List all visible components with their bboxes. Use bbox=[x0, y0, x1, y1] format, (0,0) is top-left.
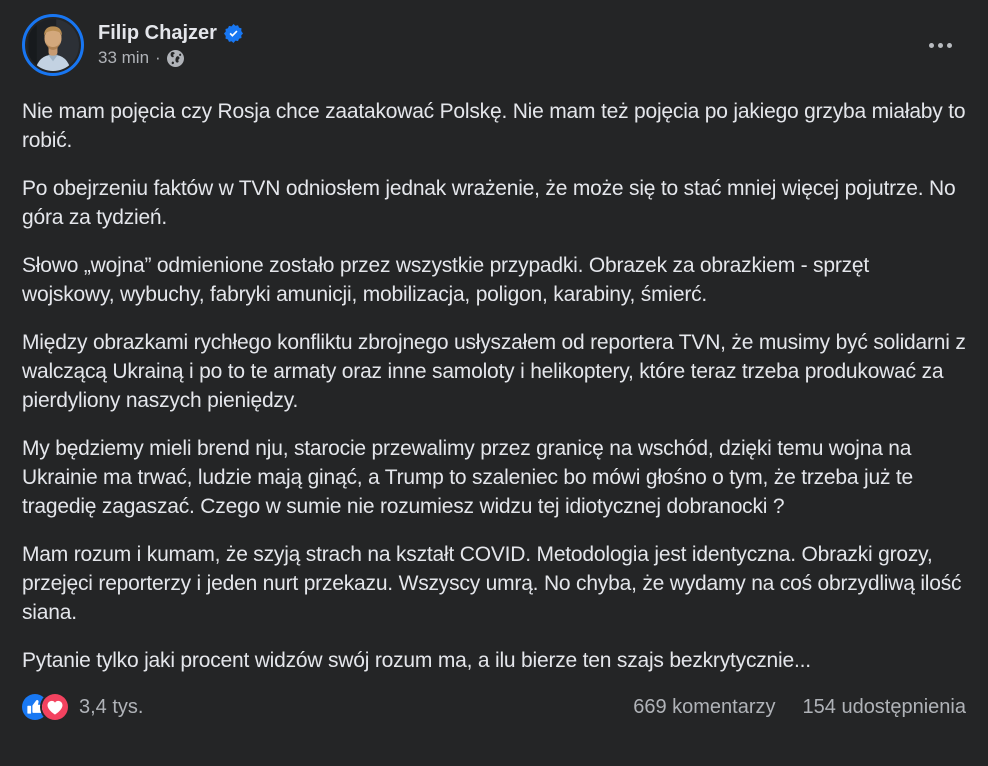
post-paragraph: Mam rozum i kumam, że szyją strach na kształt COVID. Metodologia jest identyczna. Obrazki grozy, przejęci reporterzy i jeden nurt przekazu. Wszyscy umrą. No chyba, że wydamy na coś obrzydliwą ilość siana. bbox=[22, 543, 962, 624]
avatar[interactable] bbox=[22, 14, 84, 76]
post-paragraph: Słowo „wojna” odmienione zostało przez wszystkie przypadki. Obrazek za obrazkiem - sprzęt wojskowy, wybuchy, fabryki amunicji, mobilizacja, poligon, karabiny, śmierć. bbox=[22, 254, 870, 306]
avatar-photo bbox=[27, 19, 79, 71]
post-header bbox=[22, 14, 966, 76]
post-paragraph: Między obrazkami rychłego konfliktu zbrojnego usłyszałem od reportera TVN, że musimy być solidarni z walczącą Ukrainą i po to te armaty oraz inne samoloty i helikoptery, które teraz trzeba produkować za pierdyliony naszych pieniędzy. bbox=[22, 331, 966, 412]
more-options-button[interactable] bbox=[921, 31, 960, 60]
reactions-summary[interactable] bbox=[22, 694, 143, 720]
ellipsis-dot bbox=[929, 43, 934, 48]
meta-separator: · bbox=[155, 48, 161, 68]
post-footer bbox=[22, 694, 966, 720]
reaction-count: 3,4 tys. bbox=[79, 695, 144, 718]
comments-count[interactable]: 669 komentarzy bbox=[633, 695, 776, 718]
globe-icon bbox=[167, 50, 184, 67]
author-name[interactable]: Filip Chajzer bbox=[98, 22, 217, 45]
ellipsis-dot bbox=[938, 43, 943, 48]
header-info bbox=[98, 22, 243, 68]
name-row bbox=[98, 22, 243, 45]
ellipsis-dot bbox=[947, 43, 952, 48]
post-paragraph: Nie mam pojęcia czy Rosja chce zaatakować Polskę. Nie mam też pojęcia po jakiego grzyba miałaby to robić. bbox=[22, 100, 966, 152]
love-icon bbox=[42, 694, 68, 720]
footer-right bbox=[633, 696, 966, 719]
meta-row bbox=[98, 49, 243, 68]
post-text bbox=[22, 97, 966, 675]
timestamp[interactable]: 33 min bbox=[98, 48, 150, 68]
post-paragraph: Pytanie tylko jaki procent widzów swój rozum ma, a ilu bierze ten szajs bezkrytycznie... bbox=[22, 649, 811, 672]
post-paragraph: My będziemy mieli brend nju, starocie przewalimy przez granicę na wschód, dzięki temu wojna na Ukrainie ma trwać, ludzie mają ginąć, a Trump to szaleniec bo mówi głośno o tym, że trzeba już te tragedię zagaszać. Czego w sumie nie rozumiesz widzu tej idiotycznej dobranocki ? bbox=[22, 437, 913, 518]
post-paragraph: Po obejrzeniu faktów w TVN odniosłem jednak wrażenie, że może się to stać mniej więcej pojutrze. No góra za tydzień. bbox=[22, 177, 956, 229]
shares-count[interactable]: 154 udostępnienia bbox=[802, 695, 966, 718]
verified-badge-icon bbox=[224, 24, 243, 43]
